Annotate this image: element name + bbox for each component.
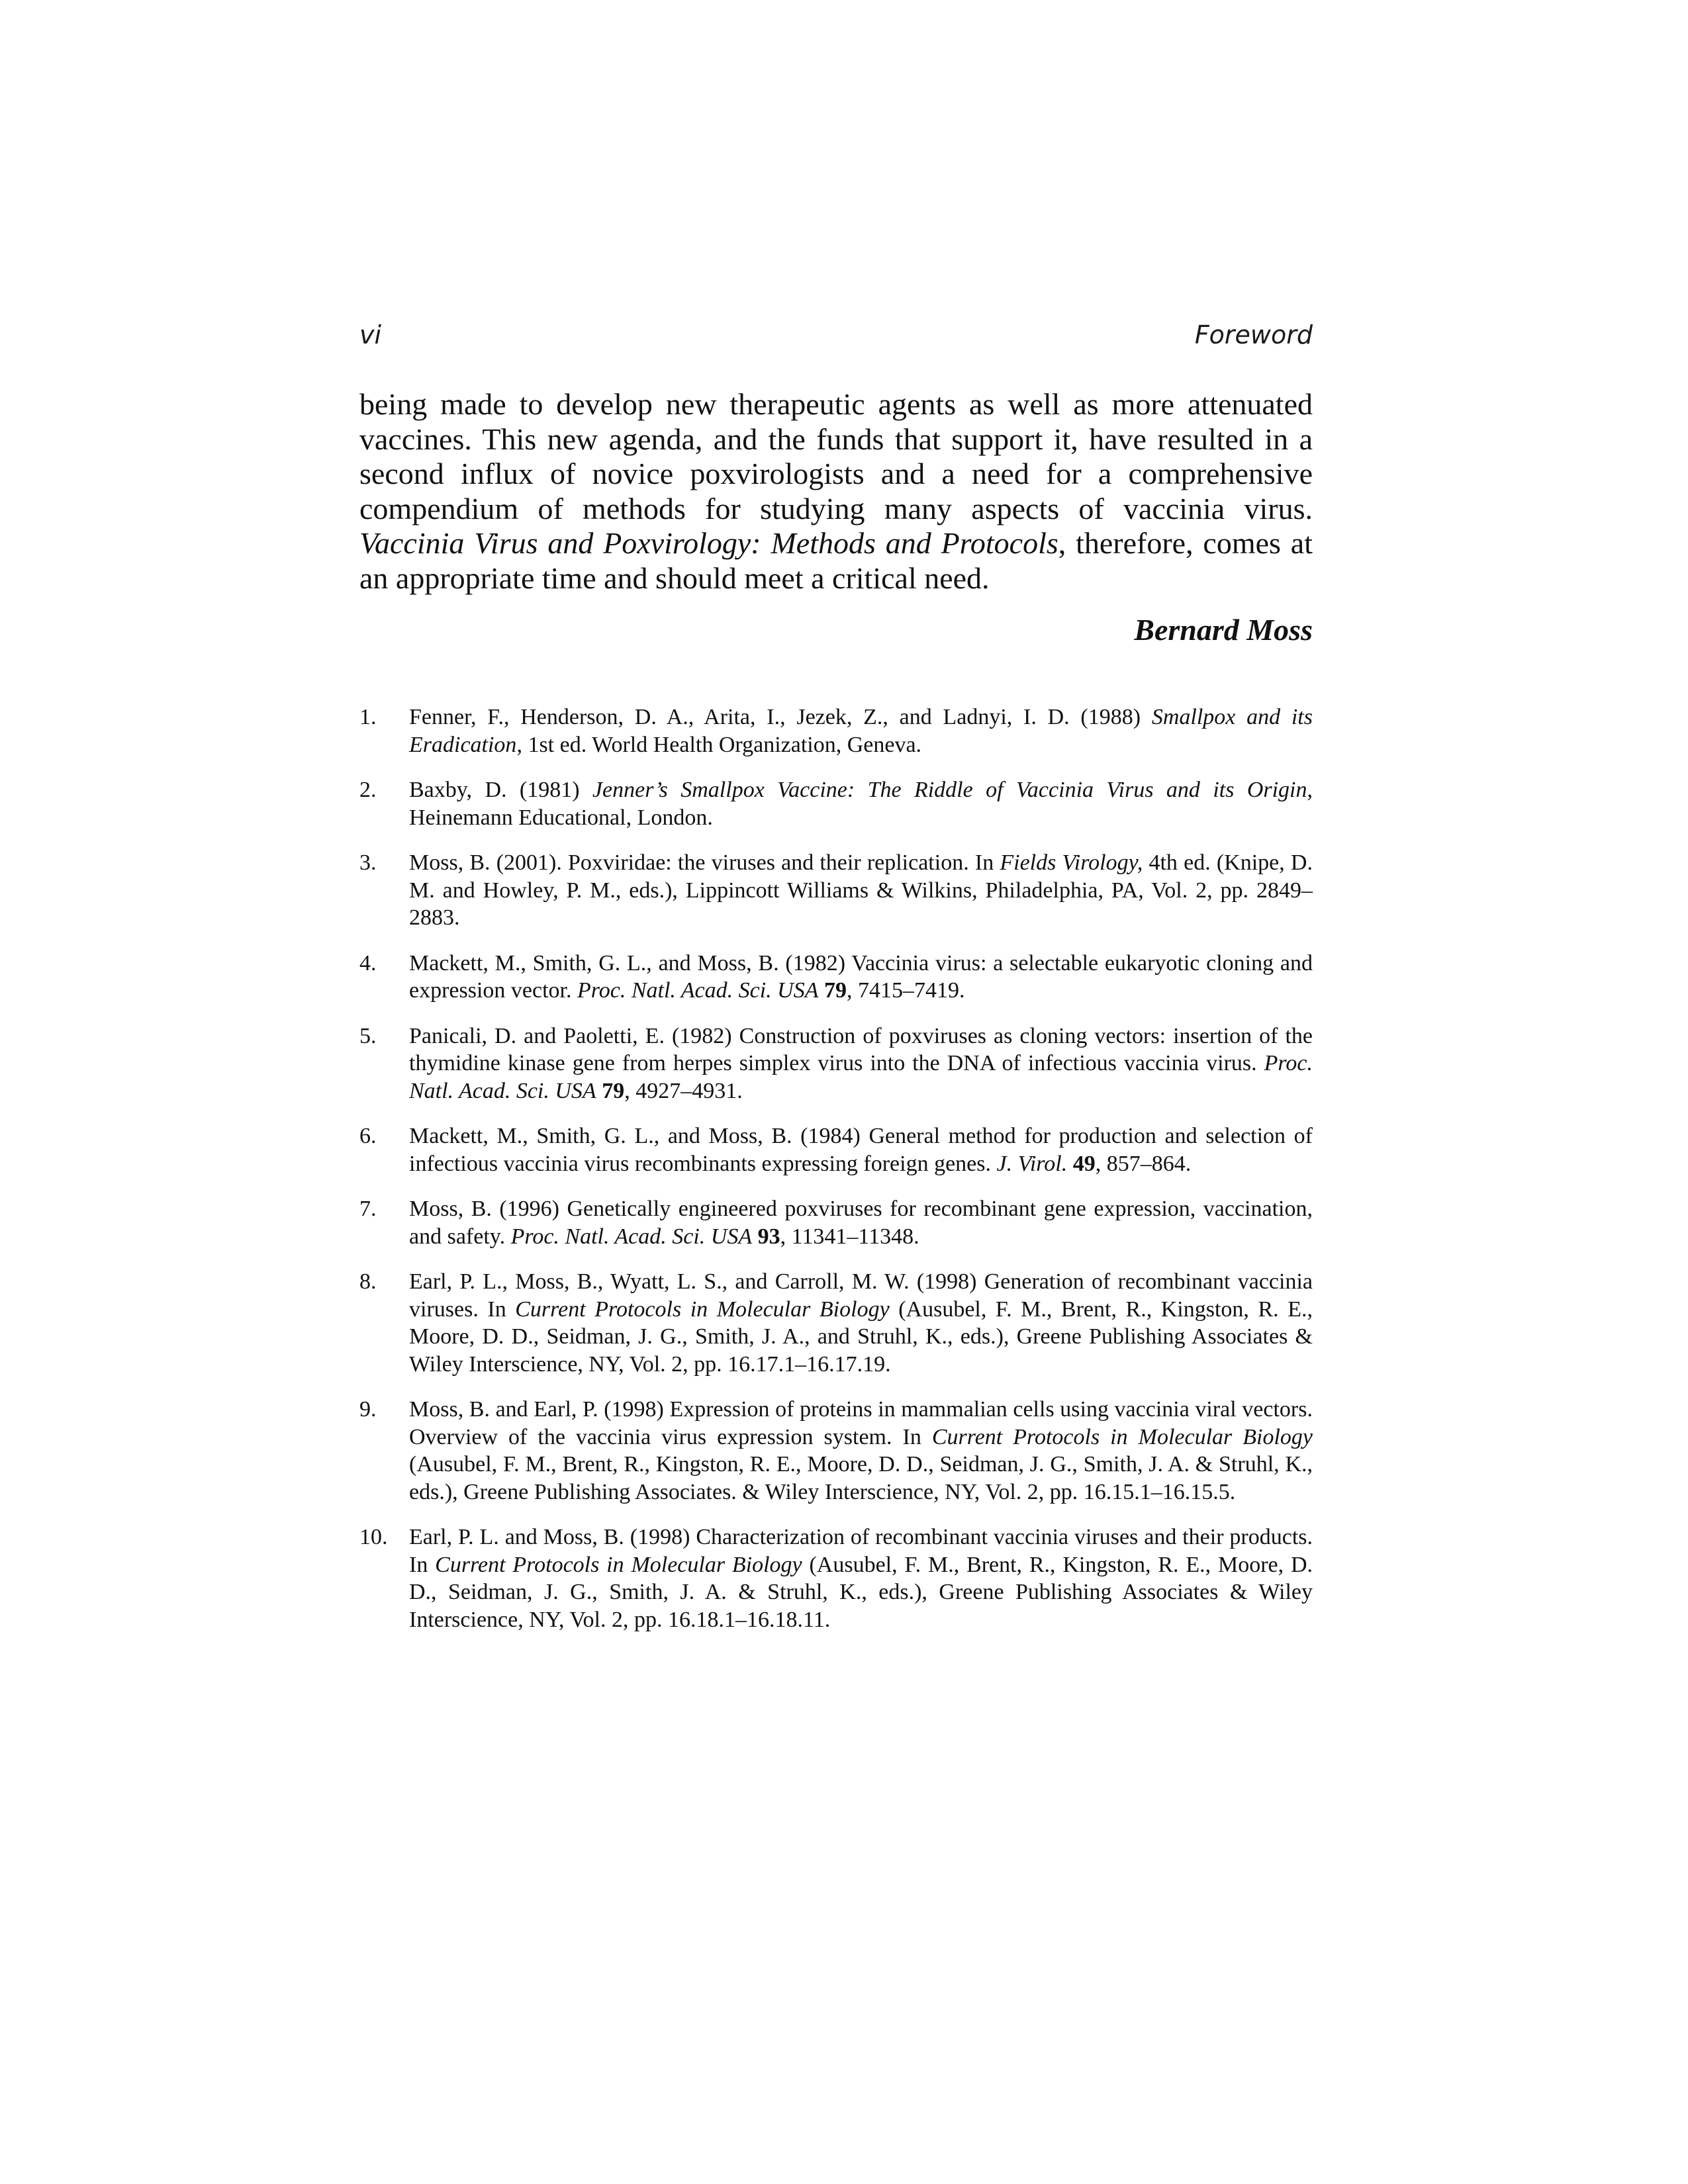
reference-number: 4.: [359, 950, 377, 976]
reference-number: 1.: [359, 705, 377, 729]
book-title: Vaccinia Virus and Poxvirology: Methods and Protocols: [359, 526, 1058, 560]
foreword-paragraph: [359, 387, 1313, 596]
running-head: [359, 320, 1313, 360]
reference-list: [359, 704, 1313, 1651]
reference-text: [409, 1525, 1313, 1632]
reference-text-segment: (Ausubel, F. M., Brent, R., Kingston, R. E., Moore, D. D., Seidman, J. G., Smith, J. A. & Struhl, K., eds.), Greene Publishing Associates. & Wiley Interscience, NY, Vol. 2, pp. 16.15.1–16.15.5.: [409, 1452, 1313, 1504]
reference-text-segment: , 11341–11348.: [780, 1224, 919, 1249]
reference-italic-text: Current Protocols in Molecular Biology: [435, 1552, 802, 1577]
reference-number: 5.: [359, 1023, 377, 1048]
reference-item: [359, 1195, 1313, 1250]
reference-item: [359, 849, 1313, 932]
reference-italic-text: Fields Virology,: [1000, 850, 1143, 875]
reference-text-segment: [752, 1224, 758, 1249]
reference-italic-text: J. Virol.: [996, 1151, 1068, 1176]
reference-text-segment: Fenner, F., Henderson, D. A., Arita, I., Jezek, Z., and Ladnyi, I. D. (1988): [409, 705, 1152, 729]
reference-text-segment: (Ausubel, F. M., Brent, R., Kingston, R. E., Moore, D. D., Seidman, J. G., Smith, J. A., and Struhl, K., eds.), Greene Publishing Associates & Wiley Interscience, NY, Vol. 2, pp. 16.17.1–16.17.19.: [409, 1297, 1313, 1377]
reference-item: [359, 1122, 1313, 1177]
reference-text-segment: Mackett, M., Smith, G. L., and Moss, B. (1984) General method for production and selection of infectious vaccinia virus recombinants expressing foreign genes.: [409, 1124, 1313, 1176]
reference-number: 6.: [359, 1124, 377, 1148]
reference-italic-text: Proc. Natl. Acad. Sci. USA: [409, 1051, 1313, 1103]
reference-number: 7.: [359, 1197, 377, 1221]
reference-text-segment: Earl, P. L. and Moss, B. (1998) Characterization of recombinant vaccinia viruses and their products. In: [409, 1525, 1313, 1577]
reference-volume: 93: [757, 1224, 780, 1249]
reference-italic-text: Jenner’s Smallpox Vaccine: The Riddle of Vaccinia Virus and its Origin: [592, 778, 1307, 802]
reference-text: [409, 951, 1313, 1003]
reference-number: 10.: [359, 1525, 388, 1549]
reference-text-segment: [596, 1079, 602, 1103]
reference-text-segment: Moss, B. and Earl, P. (1998) Expression of proteins in mammalian cells using vaccinia viral vectors. Overview of the vaccinia virus expression system. In: [409, 1397, 1313, 1449]
reference-item: [359, 1023, 1313, 1105]
reference-item: [359, 1396, 1313, 1506]
reference-text: [409, 850, 1313, 930]
reference-volume: 79: [824, 978, 847, 1003]
reference-text-segment: (Ausubel, F. M., Brent, R., Kingston, R. E., Moore, D. D., Seidman, J. G., Smith, J. A. & Struhl, K., eds.), Greene Publishing Associates & Wiley Interscience, NY, Vol. 2, pp. 16.18.1–16.18.11.: [409, 1552, 1313, 1632]
reference-text-segment: [819, 978, 825, 1003]
reference-text-segment: , Heinemann Educational, London.: [409, 778, 1313, 830]
reference-italic-text: Current Protocols in Molecular Biology: [515, 1297, 890, 1322]
paragraph-text-end: , therefore, comes at an appropriate time and should meet a critical need.: [359, 526, 1313, 595]
reference-text-segment: 4th ed. (Knipe, D. M. and Howley, P. M., eds.), Lippincott Williams & Wilkins, Philadelphia, PA, Vol. 2, pp. 2849–2883.: [409, 850, 1313, 930]
reference-text: [409, 1269, 1313, 1377]
reference-number: 8.: [359, 1269, 377, 1294]
reference-text-segment: Panicali, D. and Paoletti, E. (1982) Construction of poxviruses as cloning vectors: insertion of the thymidine kinase gene from herpes simplex virus into the DNA of infectious vaccinia virus.: [409, 1023, 1313, 1075]
reference-item: [359, 950, 1313, 1005]
reference-number: 2.: [359, 778, 377, 802]
reference-text: [409, 1197, 1313, 1249]
reference-text: [409, 1124, 1313, 1176]
reference-text-segment: [1067, 1152, 1073, 1176]
reference-item: [359, 776, 1313, 831]
reference-number: 3.: [359, 850, 377, 875]
reference-text-segment: , 7415–7419.: [847, 978, 965, 1003]
reference-volume: 49: [1072, 1151, 1096, 1176]
reference-text-segment: Mackett, M., Smith, G. L., and Moss, B. (1982) Vaccinia virus: a selectable eukaryotic cloning and expression vector.: [409, 950, 1313, 1003]
reference-text: [409, 778, 1313, 830]
reference-item: [359, 1524, 1313, 1633]
reference-text-segment: , 857–864.: [1095, 1151, 1192, 1176]
author-signature: Bernard Moss: [1134, 613, 1313, 647]
reference-italic-text: Current Protocols in Molecular Biology: [931, 1424, 1313, 1449]
page-number: vi: [359, 320, 382, 349]
reference-italic-text: Smallpox and its Eradication: [409, 705, 1313, 757]
reference-volume: 79: [602, 1078, 625, 1103]
reference-text-segment: Earl, P. L., Moss, B., Wyatt, L. S., and Carroll, M. W. (1998) Generation of recombinant vaccinia viruses. In: [409, 1269, 1313, 1322]
reference-text: [409, 1397, 1313, 1504]
reference-text-segment: Moss, B. (1996) Genetically engineered poxviruses for recombinant gene expression, vaccination, and safety.: [409, 1197, 1313, 1249]
paragraph-text: being made to develop new therapeutic agents as well as more attenuated vaccines. This new agenda, and the funds that support it, have resulted in a second influx of novice poxvirologists and a need for a comprehensive compendium of methods for studying many aspects of vaccinia virus.: [359, 387, 1313, 525]
reference-italic-text: Proc. Natl. Acad. Sci. USA: [577, 978, 819, 1003]
reference-number: 9.: [359, 1397, 377, 1422]
reference-text-segment: Baxby, D. (1981): [409, 778, 592, 802]
reference-item: [359, 704, 1313, 758]
section-title: Foreword: [1194, 320, 1313, 349]
reference-text-segment: , 1st ed. World Health Organization, Geneva.: [516, 732, 922, 757]
reference-italic-text: Proc. Natl. Acad. Sci. USA: [510, 1224, 753, 1249]
reference-item: [359, 1268, 1313, 1378]
reference-text-segment: , 4927–4931.: [624, 1078, 743, 1103]
reference-text: [409, 1024, 1313, 1103]
reference-text: [409, 705, 1313, 757]
reference-text-segment: Moss, B. (2001). Poxviridae: the viruses and their replication. In: [409, 850, 1000, 875]
